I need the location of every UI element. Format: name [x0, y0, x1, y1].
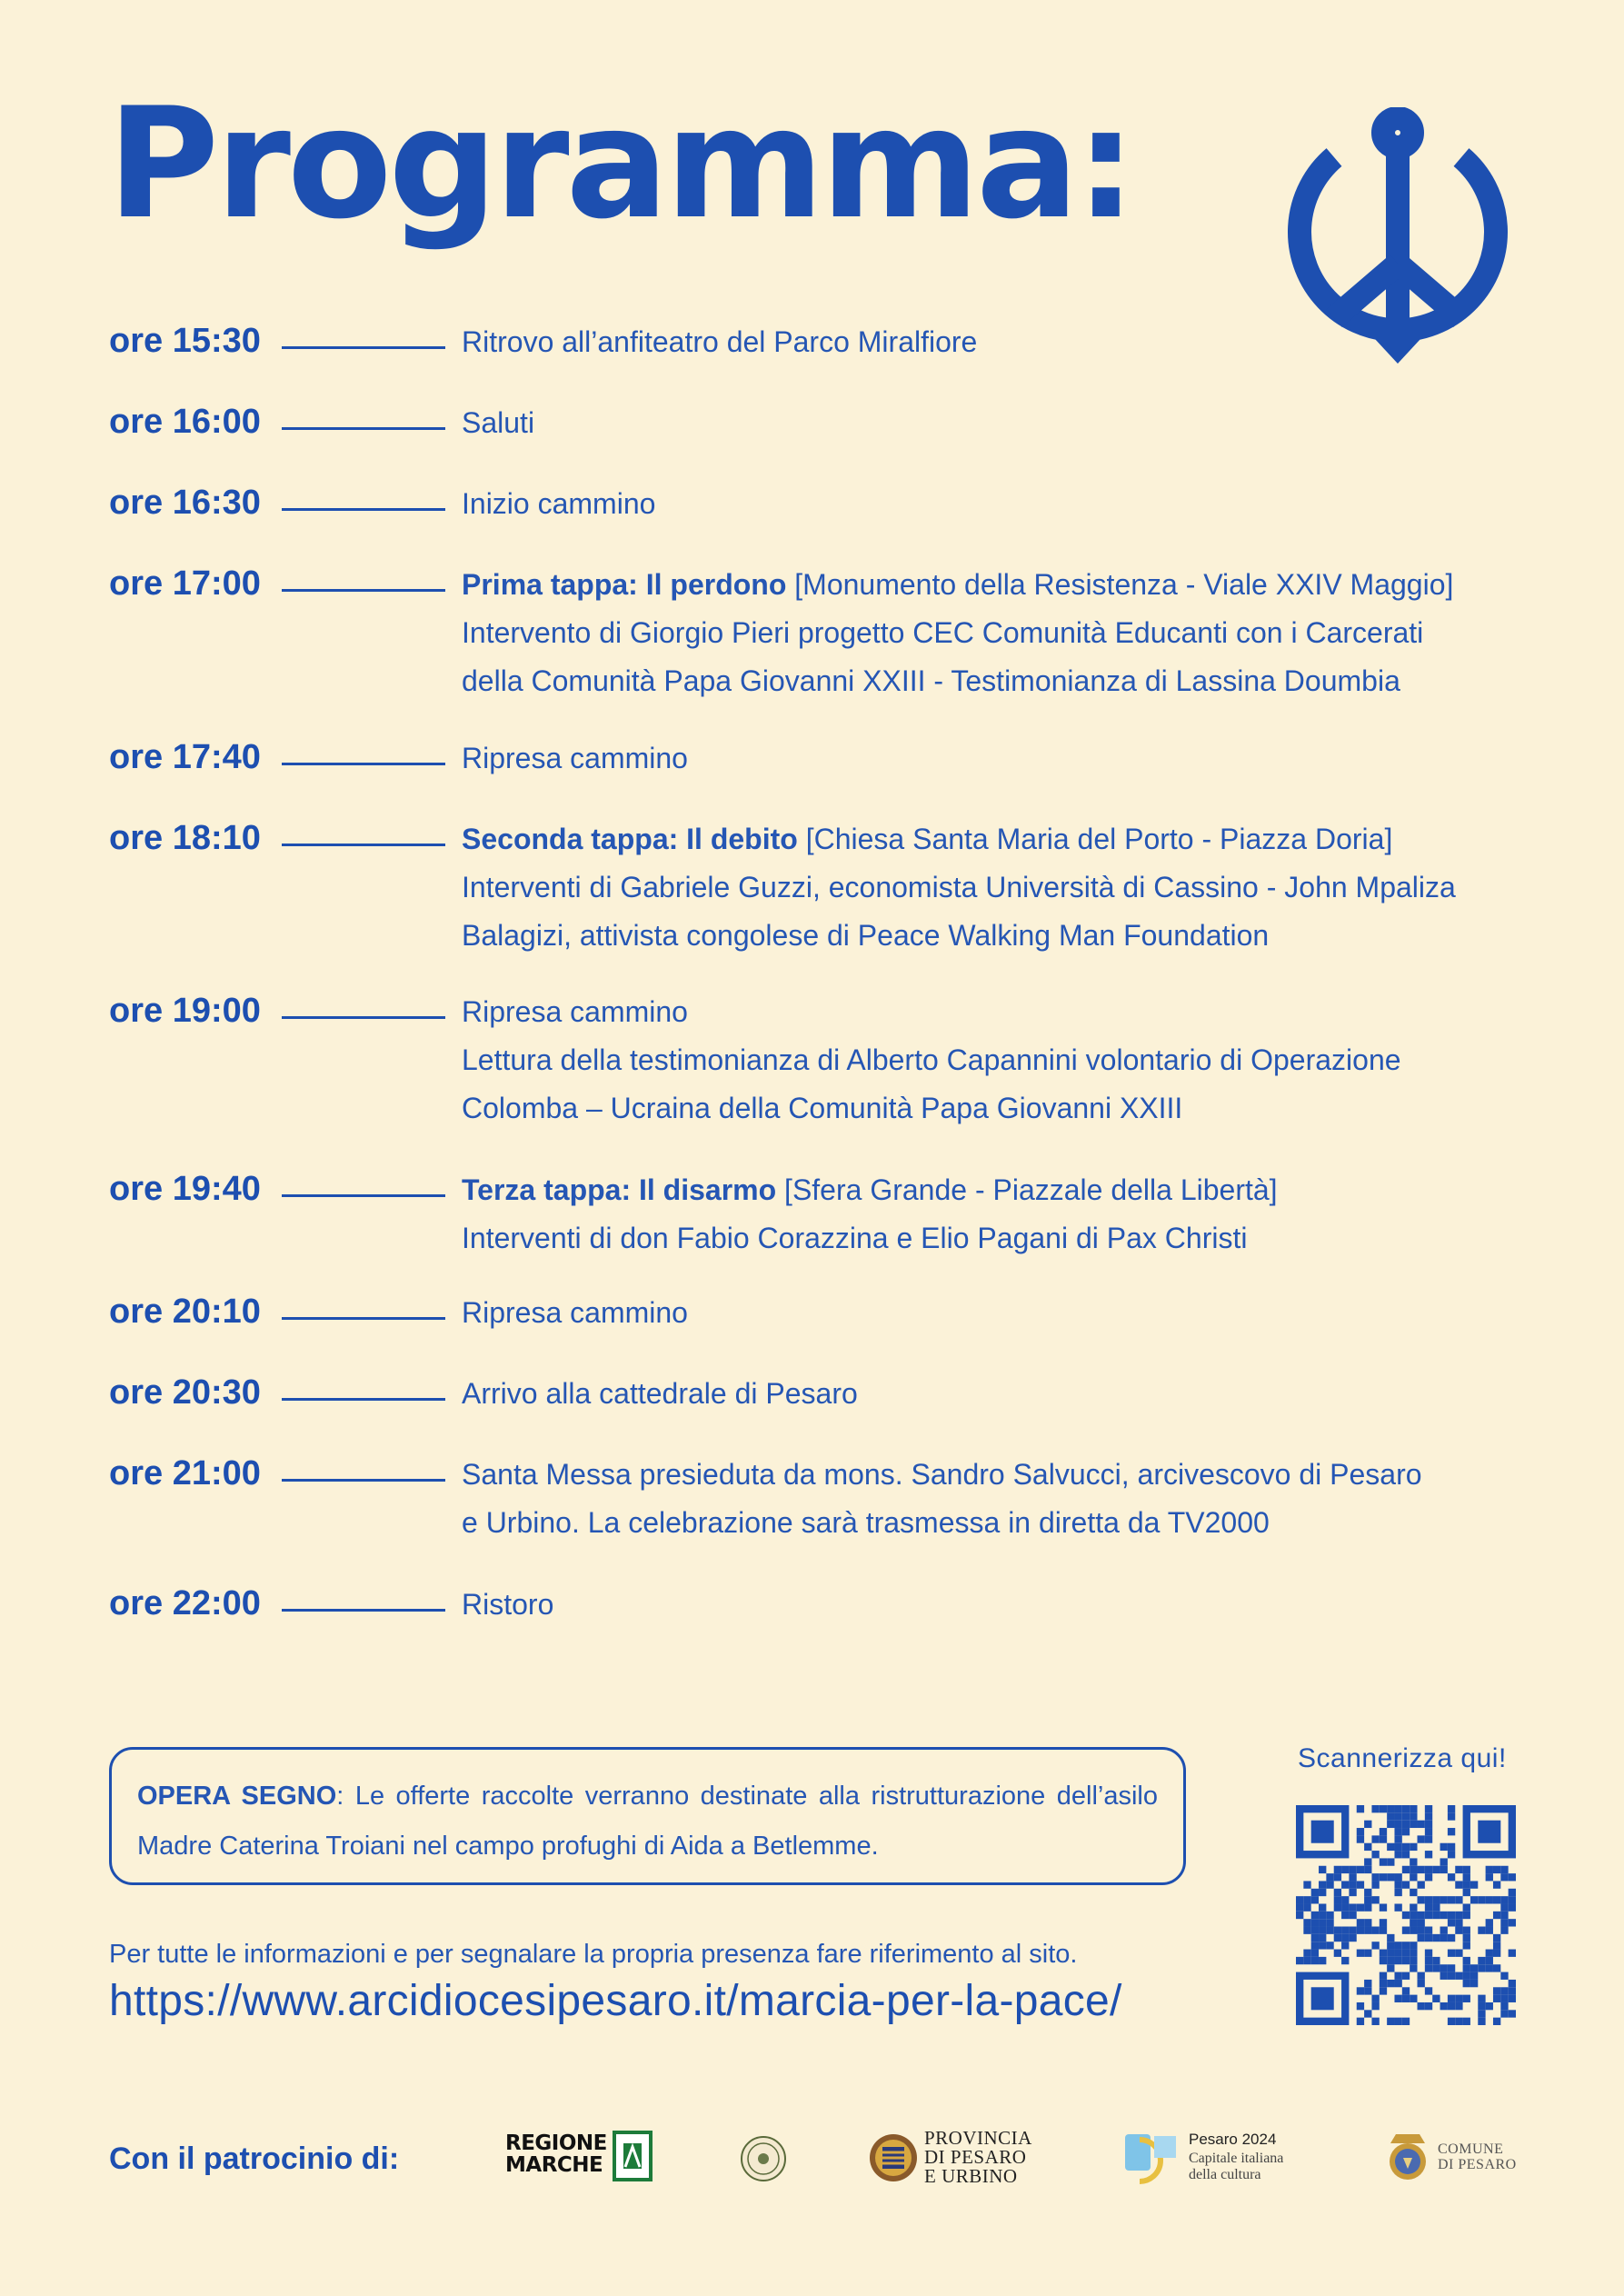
schedule-line [462, 399, 1624, 447]
pesaro2024-mark-icon [1123, 2131, 1183, 2185]
schedule-text: Ripresa cammino [462, 742, 688, 774]
schedule-line [462, 1581, 1624, 1629]
schedule-divider [282, 1479, 445, 1482]
schedule-line [462, 815, 1624, 863]
schedule-time: ore 20:10 [109, 1293, 261, 1331]
schedule-time: ore 19:40 [109, 1170, 261, 1208]
schedule-time: ore 17:40 [109, 738, 261, 776]
schedule-description [462, 1289, 1624, 1337]
marche-text: MARCHE [505, 2153, 603, 2177]
stage-title: Seconda tappa: Il debito [462, 823, 798, 855]
comune-pesaro-logo [1383, 2131, 1519, 2189]
schedule-divider [282, 763, 445, 765]
schedule-text: Lettura della testimonianza di Alberto Capannini volontario di Operazione [462, 1043, 1401, 1076]
qr-label: Scannerizza qui! [1298, 1743, 1507, 1773]
schedule-text: Santa Messa presieduta da mons. Sandro Salvucci, arcivescovo di Pesaro [462, 1458, 1422, 1491]
schedule-line [462, 609, 1624, 657]
schedule-text: Colomba – Ucraina della Comunità Papa Giovanni XXIII [462, 1092, 1183, 1124]
schedule-line [462, 1166, 1624, 1214]
provincia-line1: PROVINCIA [924, 2127, 1032, 2149]
schedule-line [462, 912, 1624, 960]
regione-marche-logo [505, 2127, 660, 2187]
schedule-description [462, 399, 1624, 447]
provincia-crest-icon [868, 2132, 919, 2183]
schedule-description [462, 1166, 1624, 1263]
schedule-text: Interventi di Gabriele Guzzi, economista Università di Cassino - John Mpaliza [462, 871, 1456, 903]
schedule-line [462, 863, 1624, 912]
schedule-line [462, 1214, 1624, 1263]
schedule-line [462, 657, 1624, 705]
schedule-description [462, 480, 1624, 528]
schedule-text: Balagizi, attivista congolese di Peace Walking Man Foundation [462, 919, 1270, 952]
provincia-line3: E URBINO [924, 2165, 1018, 2187]
opera-segno-lead: OPERA SEGNO [137, 1782, 337, 1811]
pesaro2024-sub1: Capitale italiana [1189, 2151, 1284, 2166]
schedule-line [462, 1084, 1624, 1133]
schedule-line [462, 1289, 1624, 1337]
schedule-line [462, 561, 1624, 609]
comune-line2: DI PESARO [1438, 2157, 1517, 2172]
schedule-text: Intervento di Giorgio Pieri progetto CEC Comunità Educanti con i Carcerati [462, 616, 1424, 649]
schedule-time: ore 17:00 [109, 564, 261, 603]
schedule-line [462, 1451, 1624, 1499]
schedule-divider [282, 346, 445, 349]
schedule-description [462, 734, 1624, 783]
schedule-divider [282, 1016, 445, 1019]
page-title: Programma: [107, 75, 1133, 253]
schedule-description [462, 988, 1624, 1133]
schedule-time: ore 18:10 [109, 819, 261, 857]
schedule-text: della Comunità Papa Giovanni XXIII - Testimonianza di Lassina Doumbia [462, 664, 1400, 697]
schedule-description [462, 318, 1624, 366]
schedule-line [462, 734, 1624, 783]
pesaro2024-sub2: della cultura [1189, 2167, 1261, 2182]
comune-line1: COMUNE [1438, 2141, 1504, 2157]
schedule-divider [282, 1398, 445, 1401]
schedule-line [462, 1370, 1624, 1418]
opera-segno-text: : Le offerte raccolte verranno destinate alla ristrutturazione dell’asilo Madre Caterina Troiani nel campo profughi di Aida a Betlemme. [137, 1782, 1158, 1861]
circular-seal-icon [740, 2132, 787, 2185]
schedule-description [462, 561, 1624, 705]
schedule-divider [282, 844, 445, 846]
schedule-description [462, 1451, 1624, 1547]
comune-crest-icon [1383, 2131, 1432, 2185]
provincia-logo [868, 2127, 1050, 2189]
schedule-text: Arrivo alla cattedrale di Pesaro [462, 1377, 858, 1410]
schedule-divider [282, 508, 445, 511]
schedule-description [462, 1370, 1624, 1418]
schedule-line [462, 480, 1624, 528]
schedule-time: ore 19:00 [109, 992, 261, 1030]
schedule-text: Saluti [462, 406, 535, 439]
schedule-text: [Monumento della Resistenza - Viale XXIV Maggio] [786, 568, 1454, 601]
schedule-time: ore 16:30 [109, 484, 261, 522]
info-text: Per tutte le informazioni e per segnalare la propria presenza fare riferimento al sito. [109, 1940, 1078, 1969]
provincia-line2: DI PESARO [924, 2146, 1027, 2168]
schedule-divider [282, 1609, 445, 1612]
pesaro2024-logo [1123, 2131, 1305, 2189]
schedule-text: Ripresa cammino [462, 995, 688, 1028]
schedule-line [462, 1499, 1624, 1547]
schedule-text: Ripresa cammino [462, 1296, 688, 1329]
schedule-line [462, 1036, 1624, 1084]
schedule-divider [282, 589, 445, 592]
pesaro2024-title: Pesaro 2024 [1189, 2131, 1277, 2148]
schedule-time: ore 21:00 [109, 1454, 261, 1492]
schedule-text: Ritrovo all’anfiteatro del Parco Miralfiore [462, 325, 978, 358]
schedule-text: Inizio cammino [462, 487, 656, 520]
schedule-text: Ristoro [462, 1588, 554, 1621]
schedule-description [462, 815, 1624, 960]
opera-segno-box [109, 1747, 1186, 1885]
schedule-time: ore 22:00 [109, 1584, 261, 1622]
schedule-line [462, 988, 1624, 1036]
schedule-description [462, 1581, 1624, 1629]
qr-code[interactable] [1296, 1805, 1516, 2025]
schedule-time: ore 15:30 [109, 322, 261, 360]
schedule-time: ore 20:30 [109, 1373, 261, 1412]
stage-title: Terza tappa: Il disarmo [462, 1173, 777, 1206]
schedule-time: ore 16:00 [109, 403, 261, 441]
schedule-text: [Chiesa Santa Maria del Porto - Piazza Doria] [797, 823, 1393, 855]
schedule-text: e Urbino. La celebrazione sarà trasmessa in diretta da TV2000 [462, 1506, 1270, 1539]
schedule-divider [282, 1317, 445, 1320]
schedule-text: Interventi di don Fabio Corazzina e Elio Pagani di Pax Christi [462, 1222, 1248, 1254]
patronage-label: Con il patrocinio di: [109, 2141, 400, 2176]
schedule-divider [282, 1194, 445, 1197]
schedule-text: [Sfera Grande - Piazzale della Libertà] [776, 1173, 1278, 1206]
regione-emblem-icon [613, 2131, 653, 2181]
website-link[interactable]: https://www.arcidiocesipesaro.it/marcia-per-la-pace/ [109, 1977, 1122, 2025]
schedule-divider [282, 427, 445, 430]
schedule-line [462, 318, 1624, 366]
regione-text: REGIONE [505, 2131, 607, 2155]
stage-title: Prima tappa: Il perdono [462, 568, 787, 601]
